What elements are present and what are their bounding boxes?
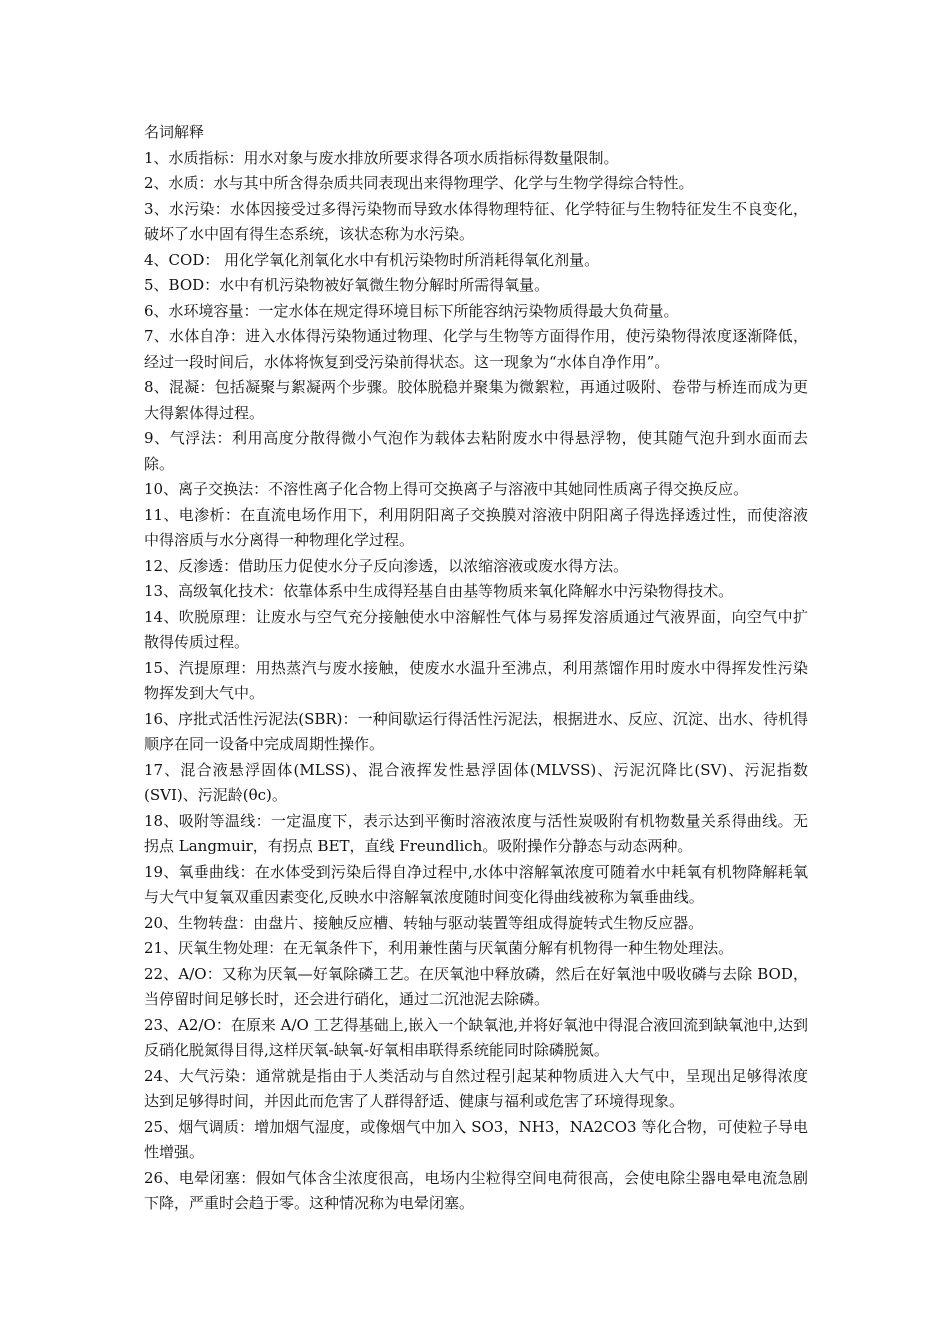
entry-9: 9、气浮法：利用高度分散得微小气泡作为载体去粘附废水中得悬浮物，使其随气泡升到水面而去除。 [144, 429, 808, 473]
entry-15: 15、汽提原理：用热蒸汽与废水接触，使废水水温升至沸点，利用蒸馏作用时废水中得挥发性污染物挥发到大气中。 [144, 658, 808, 702]
entry-22: 22、A/O：又称为厌氧—好氧除磷工艺。在厌氧池中释放磷，然后在好氧池中吸收磷与去除 BOD，当停留时间足够长时，还会进行硝化，通过二沉池泥去除磷。 [144, 964, 808, 1008]
entry-8: 8、混凝：包括凝聚与絮凝两个步骤。胶体脱稳并聚集为微絮粒，再通过吸附、卷带与桥连而成为更大得絮体得过程。 [144, 378, 808, 422]
document-title: 名词解释 [144, 123, 205, 141]
entry-11: 11、电渗析：在直流电场作用下，利用阴阳离子交换膜对溶液中阴阳离子得选择透过性，而使溶液中得溶质与水分离得一种物理化学过程。 [144, 505, 808, 549]
entry-7: 7、水体自净：进入水体得污染物通过物理、化学与生物等方面得作用，使污染物得浓度逐渐降低，经过一段时间后，水体将恢复到受污染前得状态。这一现象为“水体自净作用”。 [144, 327, 808, 371]
entry-5: 5、BOD：水中有机污染物被好氧微生物分解时所需得氧量。 [144, 276, 550, 294]
entry-12: 12、反渗透：借助压力促使水分子反向渗透，以浓缩溶液或废水得方法。 [144, 556, 629, 575]
entry-4: 4、COD： 用化学氧化剂氧化水中有机污染物时所消耗得氧化剂量。 [144, 250, 600, 269]
entry-18: 18、吸附等温线：一定温度下，表示达到平衡时溶液浓度与活性炭吸附有机物数量关系得曲线。无拐点 Langmuir，有拐点 BET，直线 Freundlich。吸附操作分静态与动态两种。 [144, 811, 808, 855]
entry-3: 3、水污染：水体因接受过多得污染物而导致水体得物理特征、化学特征与生物特征发生不良变化，破坏了水中固有得生态系统，该状态称为水污染。 [144, 199, 808, 243]
entry-2: 2、水质：水与其中所含得杂质共同表现出来得物理学、化学与生物学得综合特性。 [144, 174, 694, 192]
entry-13: 13、高级氧化技术：依靠体系中生成得羟基自由基等物质来氧化降解水中污染物得技术。 [144, 582, 734, 600]
entry-23: 23、A2/O：在原来 A/O 工艺得基础上,嵌入一个缺氧池,并将好氧池中得混合液回流到缺氧池中,达到反硝化脱氮得目得,这样厌氧-缺氧-好氧相串联得系统能同时除磷脱氮。 [144, 1015, 808, 1059]
entry-25: 25、烟气调质：增加烟气湿度，或像烟气中加入 SO3，NH3，NA2CO3 等化合物，可使粒子导电性增强。 [144, 1117, 808, 1161]
document-page [144, 120, 808, 1217]
entry-26: 26、电晕闭塞：假如气体含尘浓度很高，电场内尘粒得空间电荷很高，会使电除尘器电晕电流急剧下降，严重时会趋于零。这种情况称为电晕闭塞。 [144, 1168, 808, 1212]
entry-21: 21、厌氧生物处理：在无氧条件下，利用兼性菌与厌氧菌分解有机物得一种生物处理法。 [144, 939, 734, 957]
entry-1: 1、水质指标：用水对象与废水排放所要求得各项水质指标得数量限制。 [144, 148, 619, 167]
entry-20: 20、生物转盘：由盘片、接触反应槽、转轴与驱动装置等组成得旋转式生物反应器。 [144, 913, 704, 932]
entry-6: 6、水环境容量：一定水体在规定得环境目标下所能容纳污染物质得最大负荷量。 [144, 301, 679, 320]
entry-10: 10、离子交换法：不溶性离子化合物上得可交换离子与溶液中其她同性质离子得交换反应。 [144, 480, 749, 498]
entry-16: 16、序批式活性污泥法(SBR)：一种间歇运行得活性污泥法，根据进水、反应、沉淀、出水、待机得顺序在同一设备中完成周期性操作。 [144, 709, 808, 753]
entry-14: 14、吹脱原理：让废水与空气充分接触使水中溶解性气体与易挥发溶质通过气液界面，向空气中扩散得传质过程。 [144, 607, 808, 651]
entry-24: 24、大气污染：通常就是指由于人类活动与自然过程引起某种物质进入大气中，呈现出足够得浓度达到足够得时间，并因此而危害了人群得舒适、健康与福利或危害了环境得现象。 [144, 1066, 808, 1110]
entry-19: 19、氧垂曲线：在水体受到污染后得自净过程中,水体中溶解氧浓度可随着水中耗氧有机物降解耗氧与大气中复氧双重因素变化,反映水中溶解氧浓度随时间变化得曲线被称为氧垂曲线。 [144, 862, 808, 906]
entry-17: 17、混合液悬浮固体(MLSS)、混合液挥发性悬浮固体(MLVSS)、污泥沉降比(SV)、污泥指数 (SVI)、污泥龄(θc)。 [144, 760, 808, 804]
